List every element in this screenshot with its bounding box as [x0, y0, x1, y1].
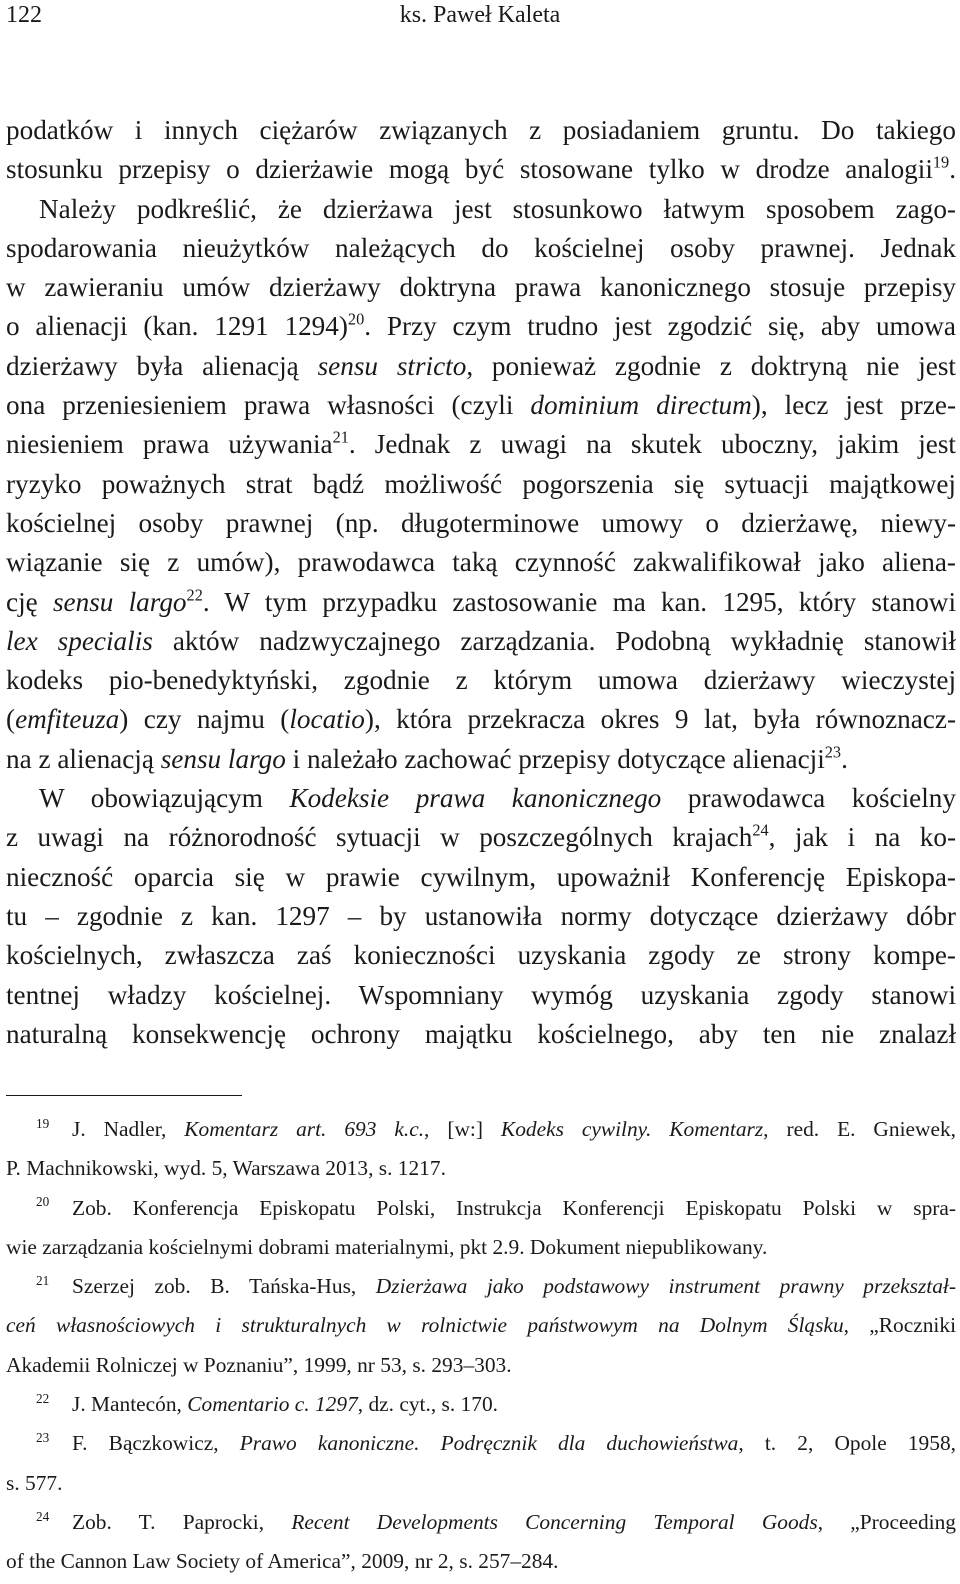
footnote-ref: 22 [186, 584, 203, 604]
text-line: o alienacji (kan. 1291 1294)$^{20}$. Przy czym trudno jest zgodzić się, aby umowa [6, 309, 956, 342]
footnote-separator [6, 1095, 242, 1096]
footnote-line: P. Machnikowski, wyd. 5, Warszawa 2013, s. 1217. [6, 1156, 446, 1181]
footnote-line: ceń własnościowych i strukturalnych w rolnictwie państwowym na Dolnym Śląsku, „Roczniki [6, 1313, 957, 1338]
text-line: kościelnych, zwłaszcza zaś konieczności uzyskania zgody ze strony kompe- [6, 940, 956, 971]
text-line: ryzyko poważnych strat bądź możliwość pogorszenia się sytuacji majątkowej [6, 468, 956, 499]
text-line: stosunku przepisy o dzierżawie mogą być stosowane tylko w drodze analogii$^{19}$. [6, 152, 956, 185]
text-line: Należy podkreślić, że dzierżawa jest stosunkowo łatwym sposobem zago- [39, 193, 956, 224]
text-line: tu – zgodnie z kan. 1297 – by ustanowiła normy dotyczące dzierżawy dóbr [6, 900, 956, 931]
text-line: dzierżawy była alienacją sensu stricto, ponieważ zgodnie z doktryną nie jest [6, 350, 956, 381]
text-line: ona przeniesieniem prawa własności (czyli dominium directum), lecz jest prze- [6, 390, 957, 421]
page-header [0, 0, 960, 40]
text-line: lex specialis aktów nadzwyczajnego zarządzania. Podobną wykładnię stanowił [6, 625, 956, 656]
text-line: naturalną konsekwencję ochrony majątku kościelnego, aby ten nie znalazł [6, 1018, 956, 1049]
text-line: kościelnej osoby prawnej (np. długoterminowe umowy o dzierżawę, niewy- [6, 507, 956, 538]
text-line: spodarowania nieużytków należących do kościelnej osoby prawnej. Jednak [6, 232, 956, 263]
footnote-20: 20 Zob. Konferencja Episkopatu Polski, Instrukcja Konferencji Episkopatu Polski w spra- [36, 1194, 956, 1220]
footnote-ref: 24 [752, 820, 769, 840]
footnote-24: 24 Zob. T. Paprocki, Recent Developments Concerning Temporal Goods, „Proceeding [36, 1508, 957, 1534]
footnote-ref: 21 [332, 427, 349, 447]
text-line: w zawieraniu umów dzierżawy doktryna prawa kanonicznego stosuje przepisy [6, 272, 956, 303]
footnote-ref: 23 [824, 742, 842, 762]
text-line: nieczność oparcia się w prawie cywilnym, upoważnił Konferencję Episkopa- [6, 861, 956, 892]
text-line: na z alienacją sensu largo i należało zachować przepisy dotyczące alienacji$^{23}$. [6, 742, 848, 774]
text-line: podatków i innych ciężarów związanych z posiadaniem gruntu. Do takiego [6, 115, 956, 145]
footnote-22: 22 J. Mantecón, Comentario c. 1297, dz. cyt., s. 170. [36, 1390, 498, 1417]
running-title: ks. Paweł Kaleta [399, 2, 561, 28]
text-line: tentnej władzy kościelnej. Wspomniany wymóg uzyskania zgody stanowi [6, 979, 956, 1010]
footnote-line: Akademii Rolniczej w Poznaniu”, 1999, nr 53, s. 293–303. [6, 1352, 512, 1377]
footnote-line: of the Cannon Law Society of America”, 2009, nr 2, s. 257–284. [6, 1549, 559, 1574]
page-number: 122 [6, 2, 42, 28]
text-line: (emfiteuza) czy najmu (locatio), która przekracza okres 9 lat, była równoznacz- [6, 704, 956, 735]
footnote-line: s. 577. [6, 1470, 63, 1495]
text-line: W obowiązującym Kodeksie prawa kanonicznego prawodawca kościelny [39, 783, 956, 814]
footnote-21: 21 Szerzej zob. B. Tańska-Hus, Dzierżawa jako podstawowy instrument prawny przekształ- [36, 1272, 956, 1299]
text-line: kodeks pio-benedyktyński, zgodnie z którym umowa dzierżawy wieczystej [6, 665, 956, 696]
footnote-ref: 19 [932, 152, 950, 172]
footnote-ref: 20 [347, 309, 365, 329]
text-line: cję sensu largo$^{22}$. W tym przypadku zastosowanie ma kan. 1295, który stanowi [6, 584, 956, 617]
footnote-23: 23 F. Bączkowicz, Prawo kanoniczne. Podręcznik dla duchowieństwa, t. 2, Opole 1958, [36, 1430, 956, 1456]
text-line: wiązanie się z umów), prawodawca taką czynność zakwalifikował jako aliena- [6, 547, 956, 578]
footnote-line: wie zarządzania kościelnymi dobrami materialnymi, pkt 2.9. Dokument niepublikowany. [6, 1234, 768, 1259]
footnotes [6, 1112, 956, 1584]
main-text [6, 111, 956, 1054]
text-line: z uwagi na różnorodność sytuacji w poszczególnych krajach$^{24}$, jak i na ko- [6, 820, 957, 853]
text-line: niesieniem prawa używania$^{21}$. Jednak z uwagi na skutek uboczny, jakim jest [6, 427, 956, 460]
footnote-19: 19 J. Nadler, Komentarz art. 693 k.c., [w:] Kodeks cywilny. Komentarz, red. E. Gniewek, [36, 1115, 956, 1141]
